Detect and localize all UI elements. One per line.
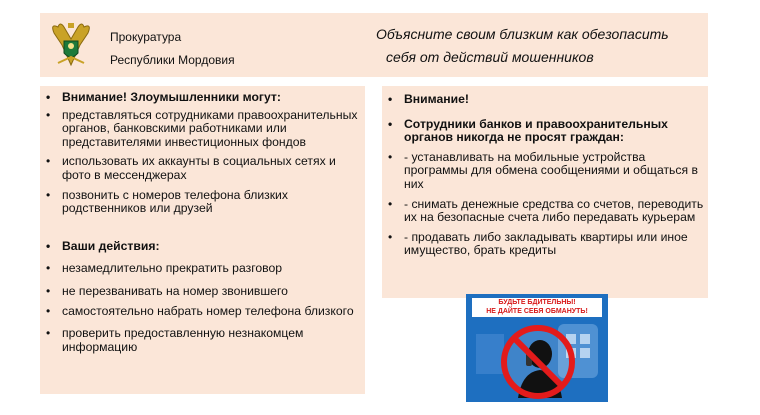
slogan-line2: себя от действий мошенников (386, 49, 594, 65)
warning-poster (466, 294, 608, 402)
list-item: • - устанавливать на мобильные устройства программы для обмена сообщениями и общаться в них (382, 151, 708, 192)
never-ask-list (382, 86, 708, 258)
list-item: • незамедлительно прекратить разговор (40, 262, 365, 276)
poster-line1: БУДЬТЕ БДИТЕЛЬНЫ! (498, 299, 576, 306)
actions-title: • Ваши действия: (40, 240, 365, 254)
org-name-line1: Прокуратура (110, 30, 182, 44)
warning-list (40, 86, 365, 354)
list-item: • представляться сотрудниками правоохранительных органов, банковскими работниками или представителями инвестиционных фондов (40, 109, 365, 150)
poster-headline (472, 298, 602, 317)
list-item: • - продавать либо закладывать квартиры или иное имущество, брать кредиты (382, 231, 708, 258)
attention-title: • Внимание! (382, 93, 708, 107)
header-banner (40, 13, 708, 77)
never-ask-subtitle: • Сотрудники банков и правоохранительных органов никогда не просят граждан: (382, 118, 708, 145)
poster-line2: НЕ ДАЙТЕ СЕБЯ ОБМАНУТЬ! (486, 308, 588, 315)
list-item: • проверить предоставленную незнакомцем информацию (40, 327, 365, 354)
left-info-panel (40, 86, 365, 394)
list-item: • - снимать денежные средства со счетов, переводить их на безопасные счета либо передавать курьерам (382, 198, 708, 225)
list-item: • позвонить с номеров телефона близких родственников или друзей (40, 189, 365, 216)
list-item: • использовать их аккаунты в социальных сетях и фото в мессенджерах (40, 155, 365, 182)
org-name-line2: Республики Мордовия (110, 53, 235, 67)
list-item: • не перезванивать на номер звонившего (40, 285, 365, 299)
warning-title: • Внимание! Злоумышленники могут: (40, 91, 365, 105)
list-item: • самостоятельно набрать номер телефона близкого (40, 305, 365, 319)
slogan-line1: Объясните своим близким как обезопасить (376, 26, 669, 42)
right-info-panel (382, 86, 708, 298)
prosecutor-emblem-icon (50, 19, 92, 71)
